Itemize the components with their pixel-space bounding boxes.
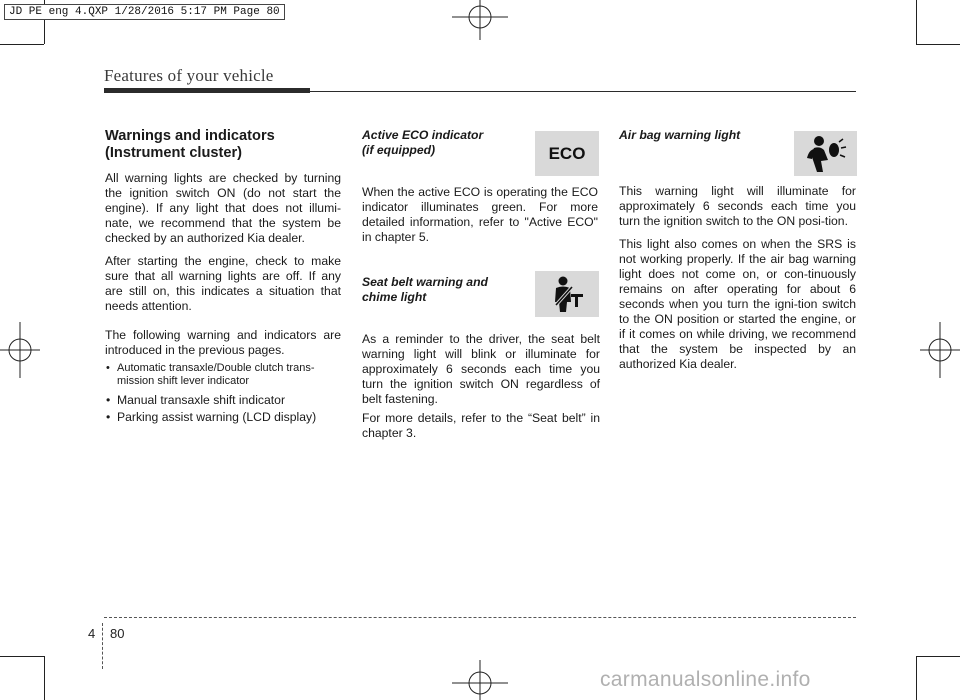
seat-belt-reference: For more details, refer to the “Seat belt” in chapter 3. <box>362 411 600 440</box>
seat-belt-heading: Seat belt warning and <box>362 275 488 289</box>
page-number-separator <box>102 623 103 669</box>
paragraph: All warning lights are checked by turning the ignition switch ON (do not start the engine). If any light that does not illumi-nate, we recommend that the system be checked by an authorized Kia dealer. <box>105 171 341 245</box>
airbag-paragraph: This light also comes on when the SRS is not working properly. If the air bag warning light does not come on, or con-tinuously remains on after operating for about 6 seconds when you turn the igni-tion switch to the ON position or started the engine, or if it comes on while driving, we recommend that the system be inspected by an authorized Kia dealer. <box>619 237 856 371</box>
list-item: • Automatic transaxle/Double clutch trans-mission shift lever indicator <box>105 362 341 388</box>
seat-belt-warning-icon <box>535 271 599 317</box>
seat-belt-heading-sub: chime light <box>362 290 427 304</box>
registration-mark-right <box>920 322 960 378</box>
paragraph: The following warning and indicators are introduced in the previous pages. <box>105 328 341 357</box>
watermark: carmanualsonline.info <box>600 668 811 691</box>
chapter-number: 4 <box>88 626 96 641</box>
crop-mark <box>44 656 45 700</box>
header-rule <box>104 91 856 92</box>
seat-belt-icon <box>545 274 589 314</box>
crop-mark <box>916 656 960 657</box>
crop-mark <box>916 656 917 700</box>
section-title: Features of your vehicle <box>104 66 274 85</box>
crop-mark <box>0 44 44 45</box>
column-warnings-intro <box>105 128 341 427</box>
warnings-heading: Warnings and indicators (Instrument cluster) <box>105 128 275 161</box>
registration-mark-left <box>0 322 40 378</box>
airbag-paragraph: This warning light will illuminate for approximately 6 seconds each time you turn the ignition switch to the ON posi-tion. <box>619 184 856 228</box>
airbag-heading: Air bag warning light <box>619 128 741 142</box>
footer-rule <box>104 617 856 618</box>
eco-icon-label: ECO <box>548 143 586 163</box>
eco-heading: Active ECO indicator <box>362 128 484 142</box>
eco-heading-sub: (if equipped) <box>362 143 436 157</box>
crop-mark <box>916 44 960 45</box>
registration-mark-bottom <box>452 660 508 700</box>
page-number: 80 <box>110 626 125 641</box>
print-info-slug: JD PE eng 4.QXP 1/28/2016 5:17 PM Page 80 <box>4 4 285 20</box>
eco-indicator-icon <box>535 131 599 176</box>
airbag-warning-icon <box>794 131 857 176</box>
list-item: • Manual transaxle shift indicator <box>105 393 341 408</box>
indicator-list <box>105 362 341 425</box>
crop-mark <box>0 656 44 657</box>
seat-belt-description: As a reminder to the driver, the seat belt warning light will blink or illuminate for approximately 6 seconds each time you turn the ignition switch ON regardless of belt fastening. <box>362 332 600 406</box>
paragraph: After starting the engine, check to make sure that all warning lights are off. If any are still on, this indicates a situation that needs attention. <box>105 254 341 313</box>
registration-mark-top <box>452 0 508 40</box>
eco-description: When the active ECO is operating the ECO indicator illuminates green. For more detailed information, refer to "Active ECO" in chapter 5. <box>362 185 598 244</box>
list-item: • Parking assist warning (LCD display) <box>105 410 341 425</box>
crop-mark <box>916 0 917 44</box>
airbag-icon <box>801 134 851 174</box>
